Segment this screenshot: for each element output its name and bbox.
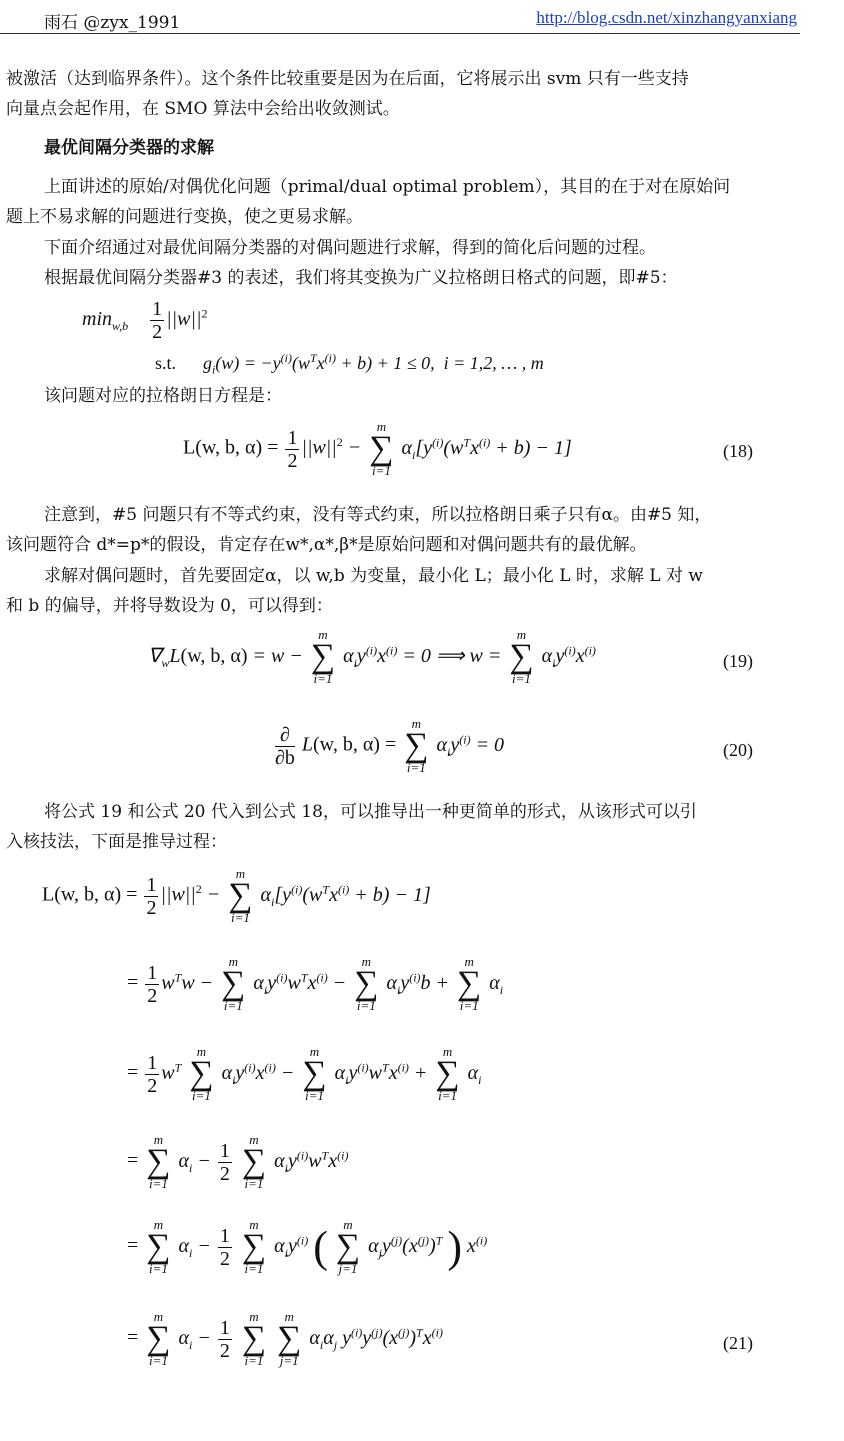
derivation-line-2: = $\frac{1}{2}$ $w^Tw$ − m ∑ i=1 $\alpha_iy^{(i)}w^Tx^{(i)}$ − m ∑ i=1 $\alpha_iy^{(i)}b$ + m ∑ i=1 $\alpha_i$ xyxy=(127,954,504,1013)
derivation-line-3: = $\frac{1}{2}$ $w^T$ m ∑ i=1 $\alpha_iy^{(i)}x^{(i)}$ − m ∑ i=1 $\alpha_iy^{(i)}w^Tx^{(i)}$ + m ∑ i=1 $\alpha_i$ xyxy=(127,1044,482,1103)
equation-18: L(w, b, α) = $\frac{1}{2}$ $||w||^2$ − m ∑ i=1 $\alpha_i[y^{(i)}(w^Tx^{(i)} + b) - 1]$ xyxy=(183,419,572,478)
paragraph-5-line-1: 注意到，#5 问题只有不等式约束，没有等式约束，所以拉格朗日乘子只有α。由#5 知， xyxy=(44,505,712,525)
header-url-link[interactable]: http://blog.csdn.net/xinzhangyanxiang xyxy=(536,8,797,27)
paragraph-2: 下面介绍通过对最优间隔分类器的对偶问题进行求解，得到的简化后问题的过程。 xyxy=(44,238,656,258)
header-author: 雨石 @zyx_1991 xyxy=(44,13,181,33)
equation-19: $\nabla_wL(w$, b, α) = w − m ∑ i=1 $\alpha_iy^{(i)}x^{(i)} = 0$ ⟹ w = m ∑ i=1 $\alpha_iy^{(i)}x^{(i)}$ xyxy=(148,627,596,686)
equation-20: $\frac{\partial}{\partial b}$ L(w, b, α) = m ∑ i=1 $\alpha_iy^{(i)} = 0$ xyxy=(275,716,505,775)
intro-line-1: 被激活（达到临界条件）。这个条件比较重要是因为在后面，它将展示出 svm 只有一些支持 xyxy=(6,69,689,89)
objective-equation: $\min_{w,b}$ $\frac{1}{2}$ $||w||^2$ xyxy=(82,298,208,343)
equation-number-20: (20) xyxy=(723,740,753,760)
subject-to-label: s.t. xyxy=(155,353,177,373)
paragraph-6-line-1: 求解对偶问题时，首先要固定α，以 w,b 为变量，最小化 L；最小化 L 时，求解 L 对 w xyxy=(44,566,703,586)
constraint-equation: s.t. $g_i(w) = -y^{(i)}(w^Tx^{(i)} + b) + 1 \le 0$, i = 1,2, … , m xyxy=(155,351,544,377)
paragraph-4: 该问题对应的拉格朗日方程是： xyxy=(44,386,282,406)
derivation-line-4: = m ∑ i=1 $\alpha_i$ − $\frac{1}{2}$ m ∑ i=1 $\alpha_iy^{(i)}w^Tx^{(i)}$ xyxy=(127,1132,349,1191)
equation-number-21: (21) xyxy=(723,1333,753,1353)
paragraph-6-line-2: 和 b 的偏导，并将导数设为 0，可以得到： xyxy=(6,596,333,616)
page-header xyxy=(0,0,800,34)
paragraph-5-line-2: 该问题符合 d*=p*的假设，肯定存在w*,α*,β*是原始问题和对偶问题共有的最优解。 xyxy=(6,535,647,555)
derivation-line-1: L(w, b, α) = $\frac{1}{2}$ $||w||^2$ − m ∑ i=1 $\alpha_i[y^{(i)}(w^Tx^{(i)} + b) - 1]$ xyxy=(42,866,431,925)
paragraph-1-line-1: 上面讲述的原始/对偶优化问题（primal/dual optimal problem），其目的在于对在原始问 xyxy=(44,177,731,197)
section-title: 最优间隔分类器的求解 xyxy=(44,138,214,158)
paragraph-1-line-2: 题上不易求解的问题进行变换，使之更易求解。 xyxy=(6,207,363,227)
paragraph-3: 根据最优间隔分类器#3 的表述，我们将其变换为广义拉格朗日格式的问题，即#5： xyxy=(44,268,678,288)
paragraph-7-line-1: 将公式 19 和公式 20 代入到公式 18，可以推导出一种更简单的形式，从该形式可以引 xyxy=(44,802,697,822)
equation-number-18: (18) xyxy=(723,441,753,461)
equation-number-19: (19) xyxy=(723,651,753,671)
derivation-line-6: = m ∑ i=1 $\alpha_i$ − $\frac{1}{2}$ m ∑ i=1 m ∑ j=1 $\alpha_i\alpha_j$ $y^{(i)}y^{(j)}(x^{(j)})^Tx^{(i)}$ xyxy=(127,1309,443,1368)
intro-line-2: 向量点会起作用，在 SMO 算法中会给出收敛测试。 xyxy=(6,99,400,119)
derivation-line-5: = m ∑ i=1 $\alpha_i$ − $\frac{1}{2}$ m ∑ i=1 $\alpha_iy^{(i)}$ ( m ∑ j=1 $\alpha_jy^{(j)}(x^{(j)})^T$ ) $x^{(i)}$ xyxy=(127,1217,488,1276)
paragraph-7-line-2: 入核技法，下面是推导过程： xyxy=(6,832,227,852)
